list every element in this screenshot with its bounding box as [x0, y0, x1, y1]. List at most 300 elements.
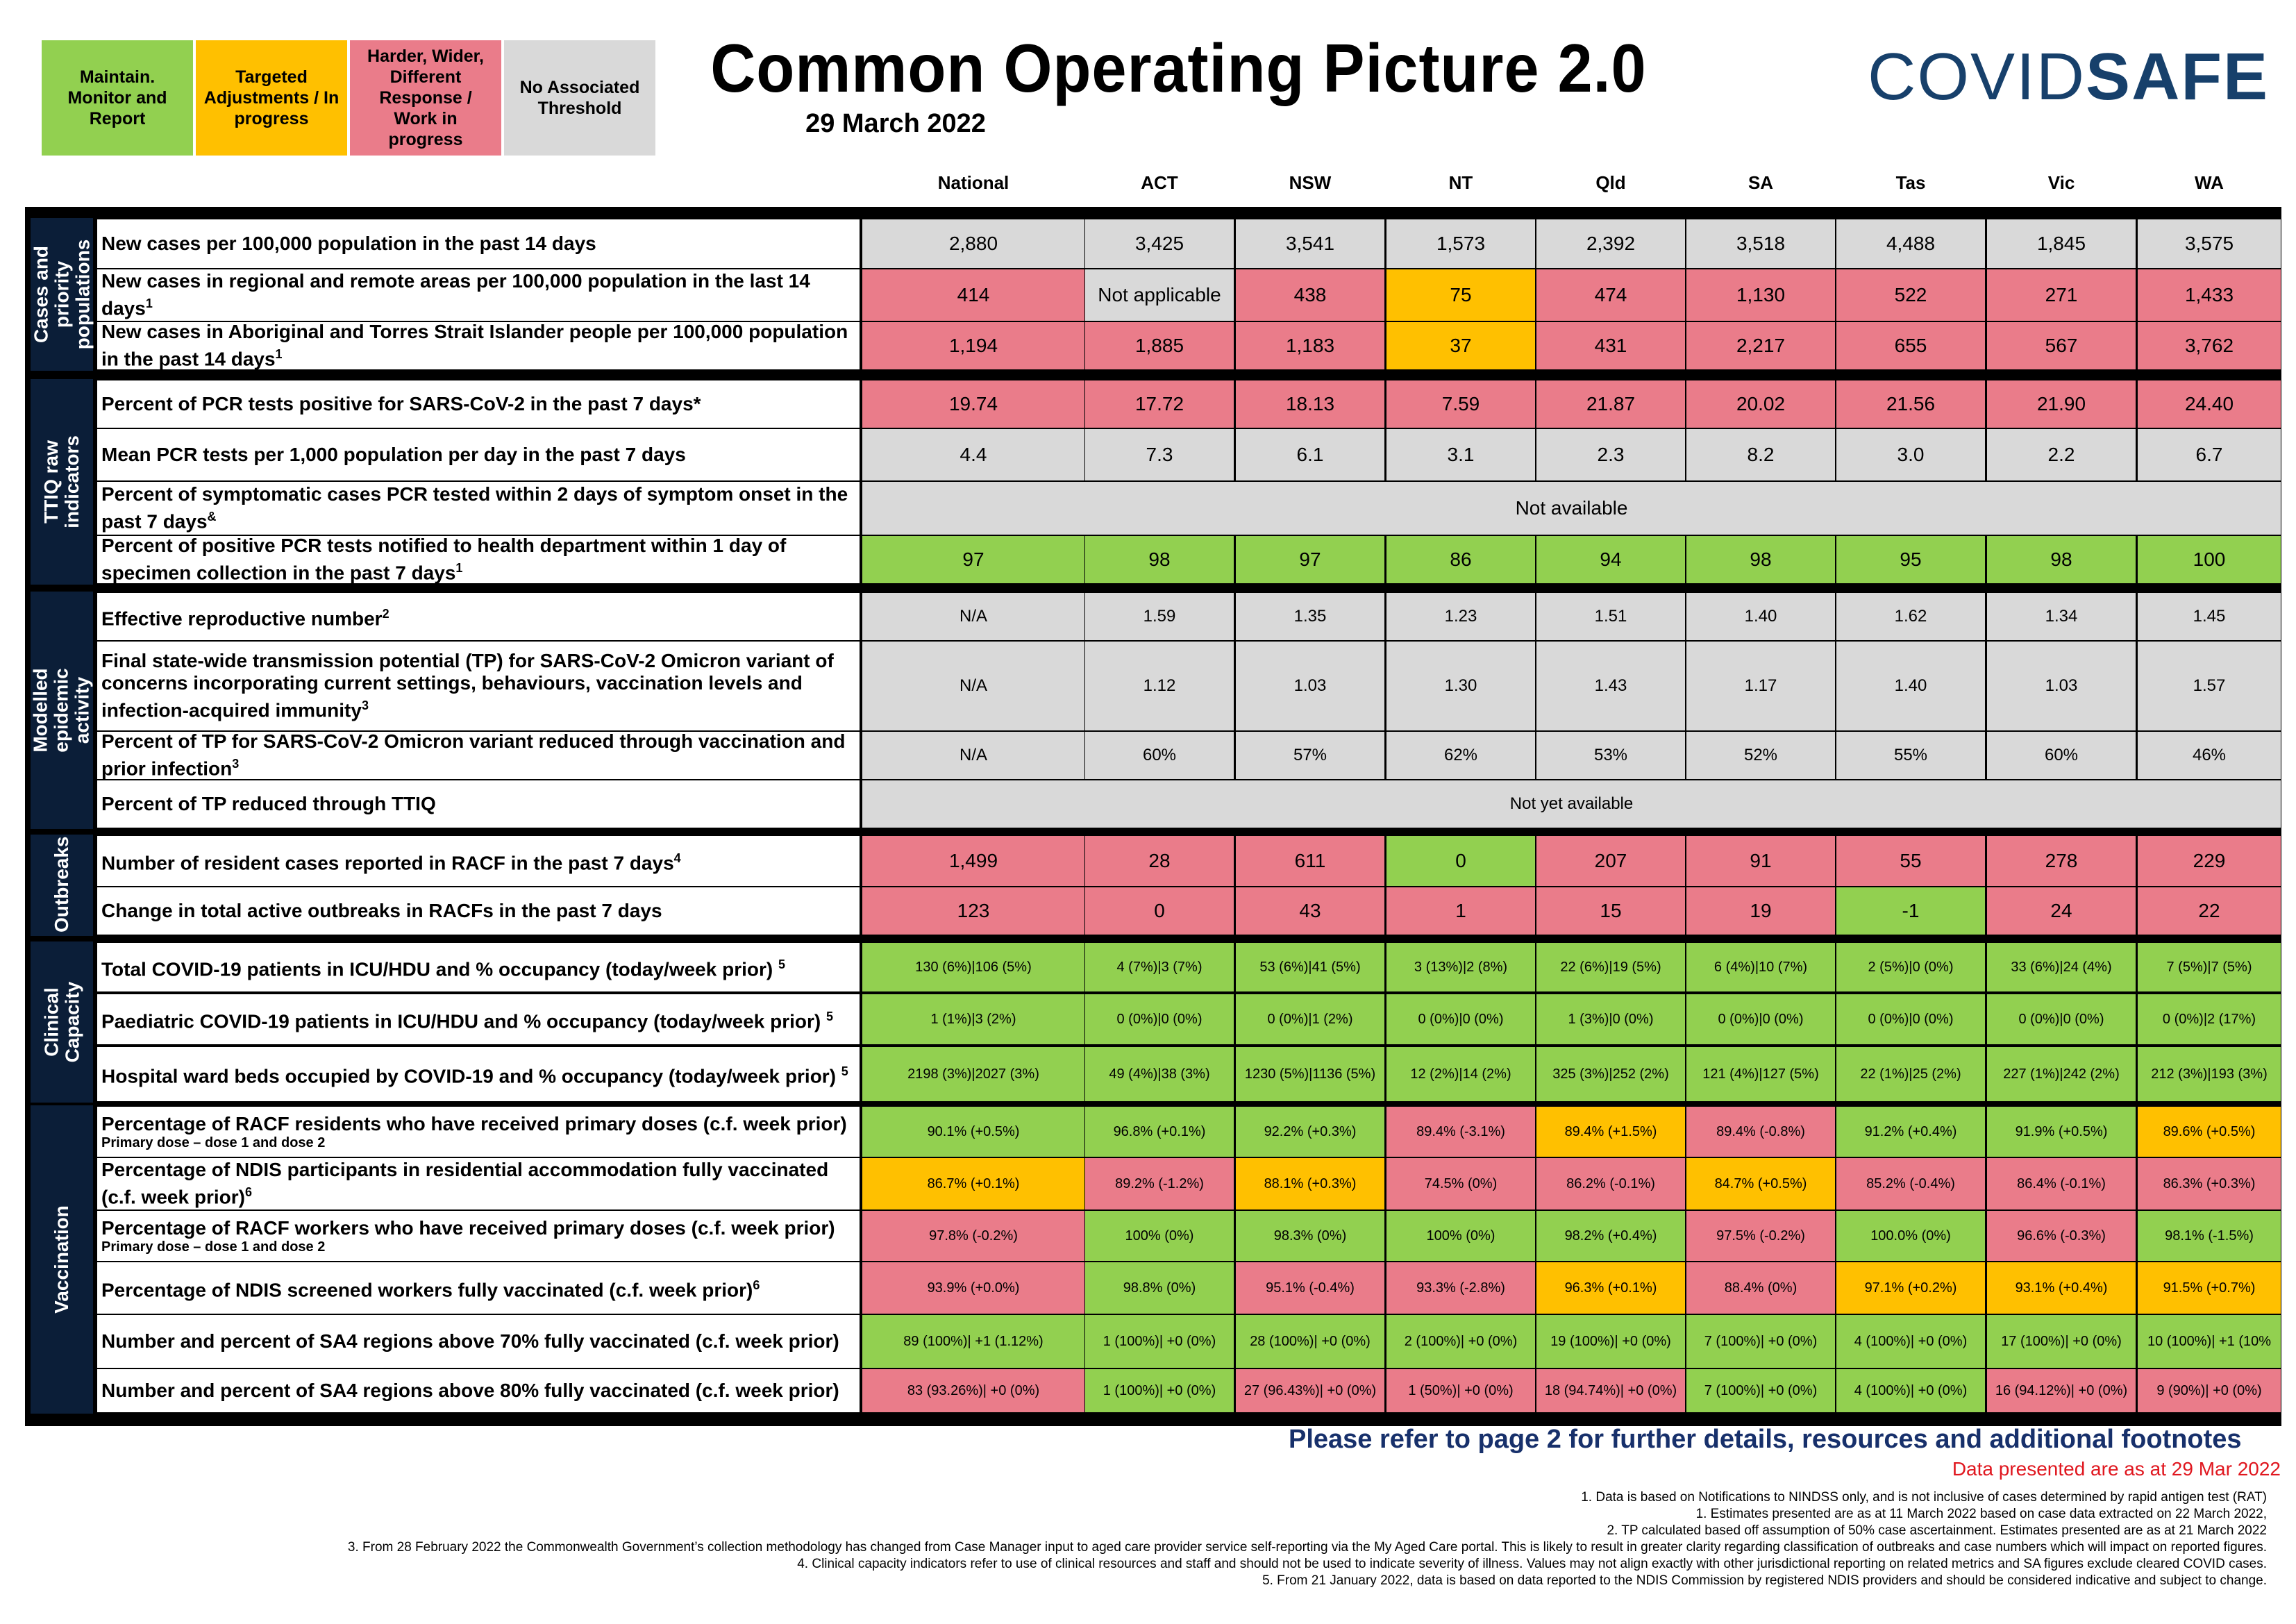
value-cell: 1.17: [1686, 642, 1835, 730]
row-label-text: Percent of symptomatic cases PCR tested within 2 days of symptom onset in the past 7 days: [101, 483, 848, 533]
row-label-content: [101, 793, 436, 815]
value-cell: 7.59: [1386, 380, 1535, 428]
value-cell: 93.9% (+0.0%): [862, 1262, 1084, 1314]
value-cell: 0 (0%)|0 (0%): [1987, 994, 2136, 1044]
value-cell: 49 (4%)|38 (3%): [1085, 1047, 1234, 1101]
row-label: [97, 1262, 860, 1314]
section-name: Cases and priority populations: [30, 239, 94, 350]
value-cell: 3.1: [1386, 429, 1535, 480]
value-cell: 95: [1836, 536, 1985, 583]
value-cell: Not applicable: [1085, 269, 1234, 321]
value-cell: 88.4% (0%): [1686, 1262, 1835, 1314]
row-label-content: [101, 1380, 839, 1402]
value-cell: 1.45: [2138, 593, 2281, 640]
value-cell: 37: [1386, 322, 1535, 369]
value-cell: Not available: [862, 482, 2281, 535]
section-label: [31, 835, 93, 936]
column-header: National: [937, 172, 1009, 193]
value-cell: 2,217: [1686, 322, 1835, 369]
value-cell: 1.35: [1236, 593, 1384, 640]
value-cell: 0 (0%)|0 (0%): [1085, 994, 1234, 1044]
value-cell: 98.1% (-1.5%): [2138, 1211, 2281, 1261]
value-cell: 55: [1836, 836, 1985, 886]
report-date: 29 March 2022: [805, 109, 986, 138]
value-cell: 1,433: [2138, 269, 2281, 321]
value-cell: 22 (6%)|19 (5%): [1536, 943, 1685, 991]
row-label-text: Percentage of RACF residents who have received primary doses (c.f. week prior): [101, 1113, 847, 1135]
row-label-content: [101, 233, 596, 255]
value-cell: 100% (0%): [1386, 1211, 1535, 1261]
column-header: SA: [1748, 172, 1774, 193]
row-label: [97, 593, 860, 640]
row-label: [97, 994, 860, 1044]
row-label-content: [101, 603, 389, 630]
row-sublabel: Primary dose – dose 1 and dose 2: [101, 1239, 326, 1255]
legend-item: Maintain. Monitor and Report: [42, 40, 193, 156]
section-name: Outbreaks: [51, 836, 72, 932]
value-cell: 52%: [1686, 732, 1835, 779]
footnote-marker: 5: [778, 957, 785, 972]
row-label: [97, 380, 860, 428]
value-cell: 33 (6%)|24 (4%): [1987, 943, 2136, 991]
value-cell: 96.8% (+0.1%): [1085, 1107, 1234, 1157]
value-cell: 83 (93.26%)| +0 (0%): [862, 1369, 1084, 1412]
value-cell: 1 (3%)|0 (0%): [1536, 994, 1685, 1044]
row-label: [97, 1107, 860, 1157]
row-label-content: [101, 270, 860, 319]
row-label: [97, 322, 860, 369]
row-label-text: Hospital ward beds occupied by COVID-19 and % occupancy (today/week prior): [101, 1065, 841, 1087]
legend: [42, 40, 658, 156]
row-label-content: [101, 444, 686, 466]
column-header: WA: [2195, 172, 2224, 193]
row-label-content: [101, 1330, 839, 1353]
value-cell: 85.2% (-0.4%): [1836, 1158, 1985, 1209]
value-cell: 0 (0%)|0 (0%): [1686, 994, 1835, 1044]
value-cell: 24: [1987, 887, 2136, 935]
value-cell: 611: [1236, 836, 1384, 886]
value-cell: 1.57: [2138, 642, 2281, 730]
value-cell: 60%: [1987, 732, 2136, 779]
value-cell: 46%: [2138, 732, 2281, 779]
value-cell: 16 (94.12%)| +0 (0%): [1987, 1369, 2136, 1412]
row-label-content: [101, 1217, 835, 1255]
logo-part2: SAFE: [2086, 40, 2270, 114]
value-cell: 414: [862, 269, 1084, 321]
section-name: Vaccination: [51, 1205, 72, 1314]
value-cell: 7 (100%)| +0 (0%): [1686, 1315, 1835, 1368]
value-cell: 89.2% (-1.2%): [1085, 1158, 1234, 1209]
value-cell: 84.7% (+0.5%): [1686, 1158, 1835, 1209]
value-cell: 1.59: [1085, 593, 1234, 640]
value-cell: 2 (100%)| +0 (0%): [1386, 1315, 1535, 1368]
value-cell: 97.5% (-0.2%): [1686, 1211, 1835, 1261]
row-label-text: Percentage of NDIS participants in residential accommodation fully vaccinated (c.f. week prior): [101, 1159, 829, 1208]
row-label-content: [101, 1005, 833, 1032]
row-label-text: New cases in regional and remote areas per 100,000 population in the last 14 days: [101, 270, 810, 319]
value-cell: 3 (13%)|2 (8%): [1386, 943, 1535, 991]
value-cell: 6.7: [2138, 429, 2281, 480]
value-cell: 98: [1085, 536, 1234, 583]
value-cell: 438: [1236, 269, 1384, 321]
value-cell: 95.1% (-0.4%): [1236, 1262, 1384, 1314]
row-label-content: [101, 321, 860, 370]
value-cell: 28 (100%)| +0 (0%): [1236, 1315, 1384, 1368]
value-cell: 97: [1236, 536, 1384, 583]
value-cell: 522: [1836, 269, 1985, 321]
value-cell: 0 (0%)|2 (17%): [2138, 994, 2281, 1044]
row-label-text: Paediatric COVID-19 patients in ICU/HDU and % occupancy (today/week prior): [101, 1010, 827, 1032]
value-cell: 1,573: [1386, 219, 1535, 268]
footnote-marker: 3: [232, 757, 240, 771]
value-cell: 60%: [1085, 732, 1234, 779]
value-cell: 1 (100%)| +0 (0%): [1085, 1369, 1234, 1412]
value-cell: 207: [1536, 836, 1685, 886]
value-cell: 1 (50%)| +0 (0%): [1386, 1369, 1535, 1412]
row-label-text: Percent of PCR tests positive for SARS-CoV-2 in the past 7 days*: [101, 393, 701, 415]
footnote: 1. Estimates presented are as at 11 March 2022 based on case data extracted on 22 March 2022,: [1695, 1507, 2267, 1521]
row-label-text: Percentage of RACF workers who have received primary doses (c.f. week prior): [101, 1217, 835, 1239]
row-label-text: New cases in Aboriginal and Torres Strait Islander people per 100,000 population in the past 14 days: [101, 321, 848, 370]
legend-item: Harder, Wider, Different Response / Work in progress: [350, 40, 501, 156]
footnote: 2. TP calculated based off assumption of 50% case ascertainment. Estimates presented are as at 21 March 2022: [1607, 1523, 2267, 1538]
value-cell: 100: [2138, 536, 2281, 583]
footnote-marker: 1: [455, 561, 463, 576]
value-cell: 1.51: [1536, 593, 1685, 640]
value-cell: N/A: [862, 593, 1084, 640]
value-cell: 1,845: [1987, 219, 2136, 268]
row-label: [97, 943, 860, 991]
value-cell: 89.4% (-0.8%): [1686, 1107, 1835, 1157]
value-cell: N/A: [862, 732, 1084, 779]
value-cell: 93.3% (-2.8%): [1386, 1262, 1535, 1314]
row-label: [97, 642, 860, 730]
value-cell: 8.2: [1686, 429, 1835, 480]
value-cell: 1.03: [1987, 642, 2136, 730]
value-cell: 57%: [1236, 732, 1384, 779]
value-cell: 0 (0%)|0 (0%): [1836, 994, 1985, 1044]
value-cell: 93.1% (+0.4%): [1987, 1262, 2136, 1314]
value-cell: 97.1% (+0.2%): [1836, 1262, 1985, 1314]
data-as-at: Data presented are as at 29 Mar 2022: [1952, 1458, 2281, 1480]
row-label-content: [101, 1274, 760, 1301]
footnote: 1. Data is based on Notifications to NINDSS only, and is not inclusive of cases determined by rapid antigen test (RAT): [1581, 1490, 2267, 1505]
value-cell: 89.4% (-3.1%): [1386, 1107, 1535, 1157]
row-label: [97, 732, 860, 779]
value-cell: 94: [1536, 536, 1685, 583]
value-cell: 89.6% (+0.5%): [2138, 1107, 2281, 1157]
section-label: [31, 379, 93, 585]
row-label-text: Number and percent of SA4 regions above 70% fully vaccinated (c.f. week prior): [101, 1330, 839, 1352]
value-cell: 86.7% (+0.1%): [862, 1158, 1084, 1209]
row-label-content: [101, 900, 662, 922]
value-cell: 89.4% (+1.5%): [1536, 1107, 1685, 1157]
row-label: [97, 219, 860, 268]
value-cell: 1,194: [862, 322, 1084, 369]
value-cell: 7.3: [1085, 429, 1234, 480]
value-cell: 3,762: [2138, 322, 2281, 369]
footnote: 3. From 28 February 2022 the Commonwealth Government’s collection methodology has changed from Case Manager input to aged care provider service self-reporting via the My Aged Care portal. This is likely to result in greater clarity regarding classification of outbreaks and case numbers which will impact on reported figures.: [347, 1540, 2267, 1555]
row-label: [97, 536, 860, 583]
value-cell: 2.2: [1987, 429, 2136, 480]
value-cell: 75: [1386, 269, 1535, 321]
footnote-marker: 3: [361, 698, 369, 713]
value-cell: 1,183: [1236, 322, 1384, 369]
value-cell: 4,488: [1836, 219, 1985, 268]
value-cell: 1,499: [862, 836, 1084, 886]
row-label-text: Number and percent of SA4 regions above 80% fully vaccinated (c.f. week prior): [101, 1380, 839, 1401]
value-cell: 3,518: [1686, 219, 1835, 268]
value-cell: 212 (3%)|193 (3%): [2138, 1047, 2281, 1101]
value-cell: 229: [2138, 836, 2281, 886]
value-cell: 98: [1987, 536, 2136, 583]
row-label-content: [101, 847, 681, 874]
value-cell: 10 (100%)| +1 (10%: [2138, 1315, 2281, 1368]
row-sublabel: Primary dose – dose 1 and dose 2: [101, 1135, 326, 1150]
value-cell: 271: [1987, 269, 2136, 321]
value-cell: 130 (6%)|106 (5%): [862, 943, 1084, 991]
value-cell: 19.74: [862, 380, 1084, 428]
value-cell: 1.40: [1686, 593, 1835, 640]
value-cell: 97.8% (-0.2%): [862, 1211, 1084, 1261]
column-header: ACT: [1141, 172, 1178, 193]
value-cell: 88.1% (+0.3%): [1236, 1158, 1384, 1209]
value-cell: 20.02: [1686, 380, 1835, 428]
value-cell: 7 (100%)| +0 (0%): [1686, 1369, 1835, 1412]
row-label-text: Number of resident cases reported in RACF in the past 7 days: [101, 852, 674, 874]
value-cell: 12 (2%)|14 (2%): [1386, 1047, 1535, 1101]
value-cell: 92.2% (+0.3%): [1236, 1107, 1384, 1157]
column-header: Qld: [1595, 172, 1626, 193]
value-cell: 91.2% (+0.4%): [1836, 1107, 1985, 1157]
footnote-marker: 2: [382, 607, 389, 621]
value-cell: 325 (3%)|252 (2%): [1536, 1047, 1685, 1101]
value-cell: 96.3% (+0.1%): [1536, 1262, 1685, 1314]
value-cell: 74.5% (0%): [1386, 1158, 1535, 1209]
value-cell: 86: [1386, 536, 1535, 583]
section-name: Clinical Capacity: [40, 981, 83, 1063]
value-cell: 19 (100%)| +0 (0%): [1536, 1315, 1685, 1368]
footnote-marker: 5: [826, 1010, 834, 1024]
section-name: Modelled epidemic activity: [30, 668, 93, 753]
value-cell: 6.1: [1236, 429, 1384, 480]
value-cell: 1.03: [1236, 642, 1384, 730]
footnote-marker: 6: [753, 1278, 760, 1293]
row-label: [97, 1315, 860, 1368]
section-name: TTIQ raw indicators: [40, 435, 83, 528]
footnote-marker: &: [207, 510, 217, 524]
value-cell: 2.3: [1536, 429, 1685, 480]
column-header: NSW: [1289, 172, 1332, 193]
row-label-content: [101, 1060, 848, 1087]
footnote: 5. From 21 January 2022, data is based on data reported to the NDIS Commission by registered NDIS providers and should be considered indicative and subject to change.: [1262, 1573, 2267, 1588]
row-label: [97, 836, 860, 886]
value-cell: 1.43: [1536, 642, 1685, 730]
value-cell: 1,130: [1686, 269, 1835, 321]
value-cell: 17.72: [1085, 380, 1234, 428]
value-cell: 7 (5%)|7 (5%): [2138, 943, 2281, 991]
row-label-content: [101, 953, 785, 980]
value-cell: 1.40: [1836, 642, 1985, 730]
row-label-text: Percent of TP for SARS-CoV-2 Omicron variant reduced through vaccination and prior infection: [101, 730, 846, 780]
value-cell: 100% (0%): [1085, 1211, 1234, 1261]
value-cell: 431: [1536, 322, 1685, 369]
row-label-content: [101, 393, 701, 415]
value-cell: 1.30: [1386, 642, 1535, 730]
row-label: [97, 429, 860, 480]
value-cell: 1: [1386, 887, 1535, 935]
value-cell: 17 (100%)| +0 (0%): [1987, 1315, 2136, 1368]
row-label: [97, 887, 860, 935]
footnote-marker: 1: [145, 296, 153, 311]
value-cell: 27 (96.43%)| +0 (0%): [1236, 1369, 1384, 1412]
value-cell: 98.8% (0%): [1085, 1262, 1234, 1314]
column-header: Tas: [1895, 172, 1926, 193]
value-cell: 21.87: [1536, 380, 1685, 428]
value-cell: 21.90: [1987, 380, 2136, 428]
footnote-marker: 4: [673, 851, 681, 866]
value-cell: 100.0% (0%): [1836, 1211, 1985, 1261]
value-cell: 24.40: [2138, 380, 2281, 428]
value-cell: 567: [1987, 322, 2136, 369]
value-cell: -1: [1836, 887, 1985, 935]
value-cell: 3.0: [1836, 429, 1985, 480]
row-label: [97, 1047, 860, 1101]
value-cell: 1 (1%)|3 (2%): [862, 994, 1084, 1044]
value-cell: 0 (0%)|1 (2%): [1236, 994, 1384, 1044]
value-cell: 18 (94.74%)| +0 (0%): [1536, 1369, 1685, 1412]
value-cell: 53 (6%)|41 (5%): [1236, 943, 1384, 991]
value-cell: 227 (1%)|242 (2%): [1987, 1047, 2136, 1101]
section-label: [31, 941, 93, 1103]
value-cell: 86.4% (-0.1%): [1987, 1158, 2136, 1209]
value-cell: 121 (4%)|127 (5%): [1686, 1047, 1835, 1101]
value-cell: 1.23: [1386, 593, 1535, 640]
value-cell: 123: [862, 887, 1084, 935]
row-label-content: [101, 650, 860, 721]
value-cell: 2 (5%)|0 (0%): [1836, 943, 1985, 991]
value-cell: 4 (100%)| +0 (0%): [1836, 1369, 1985, 1412]
row-label: [97, 482, 860, 535]
row-label-text: New cases per 100,000 population in the past 14 days: [101, 233, 596, 254]
refer-note: Please refer to page 2 for further details, resources and additional footnotes: [1289, 1425, 2242, 1454]
section-label: [31, 1105, 93, 1414]
row-label-content: [101, 1113, 847, 1150]
section-label: [31, 218, 93, 371]
value-cell: 1 (100%)| +0 (0%): [1085, 1315, 1234, 1368]
value-cell: 1.12: [1085, 642, 1234, 730]
value-cell: 1.34: [1987, 593, 2136, 640]
value-cell: 86.3% (+0.3%): [2138, 1158, 2281, 1209]
row-label: [97, 1158, 860, 1209]
value-cell: 1,885: [1085, 322, 1234, 369]
value-cell: 0: [1386, 836, 1535, 886]
value-cell: 22 (1%)|25 (2%): [1836, 1047, 1985, 1101]
row-label-text: Percent of TP reduced through TTIQ: [101, 793, 436, 814]
footnote-marker: 1: [275, 347, 283, 362]
column-header: Vic: [2047, 172, 2075, 193]
row-label-text: Final state-wide transmission potential (TP) for SARS-CoV-2 Omicron variant of concerns incorporating current settings, behaviours, vaccination levels and infection-acquired immunity: [101, 650, 834, 721]
value-cell: 97: [862, 536, 1084, 583]
value-cell: 91.9% (+0.5%): [1987, 1107, 2136, 1157]
value-cell: 89 (100%)| +1 (1.12%): [862, 1315, 1084, 1368]
row-label-text: Percent of positive PCR tests notified to health department within 1 day of specimen collection in the past 7 days: [101, 535, 787, 584]
logo-part1: COVID: [1868, 40, 2086, 114]
section-label: [31, 592, 93, 829]
row-label-content: [101, 535, 860, 584]
row-label: [97, 780, 860, 828]
value-cell: 2,392: [1536, 219, 1685, 268]
value-cell: 2,880: [862, 219, 1084, 268]
value-cell: 98.3% (0%): [1236, 1211, 1384, 1261]
value-cell: 4 (100%)| +0 (0%): [1836, 1315, 1985, 1368]
indicator-table: [25, 207, 2281, 1426]
row-label-content: [101, 730, 860, 780]
row-label: [97, 269, 860, 321]
row-label-content: [101, 483, 860, 533]
value-cell: 43: [1236, 887, 1384, 935]
value-cell: 19: [1686, 887, 1835, 935]
value-cell: 22: [2138, 887, 2281, 935]
value-cell: 96.6% (-0.3%): [1987, 1211, 2136, 1261]
value-cell: 278: [1987, 836, 2136, 886]
row-label-text: Mean PCR tests per 1,000 population per day in the past 7 days: [101, 444, 686, 465]
value-cell: 3,575: [2138, 219, 2281, 268]
row-label-text: Change in total active outbreaks in RACFs in the past 7 days: [101, 900, 662, 921]
page-title: Common Operating Picture 2.0: [710, 30, 1647, 106]
column-header: NT: [1448, 172, 1473, 193]
value-cell: 0 (0%)|0 (0%): [1386, 994, 1535, 1044]
value-cell: 655: [1836, 322, 1985, 369]
title-block: [694, 29, 1647, 139]
value-cell: 1.62: [1836, 593, 1985, 640]
row-label-text: Percentage of NDIS screened workers fully vaccinated (c.f. week prior): [101, 1279, 753, 1301]
value-cell: 98.2% (+0.4%): [1536, 1211, 1685, 1261]
footnote-marker: 5: [841, 1064, 848, 1079]
value-cell: 2198 (3%)|2027 (3%): [862, 1047, 1084, 1101]
row-label: [97, 1211, 860, 1261]
value-cell: 6 (4%)|10 (7%): [1686, 943, 1835, 991]
row-label-text: Total COVID-19 patients in ICU/HDU and % occupancy (today/week prior): [101, 958, 778, 980]
covidsafe-logo: [1868, 39, 2269, 115]
value-cell: 91.5% (+0.7%): [2138, 1262, 2281, 1314]
value-cell: 4 (7%)|3 (7%): [1085, 943, 1234, 991]
value-cell: 18.13: [1236, 380, 1384, 428]
value-cell: 62%: [1386, 732, 1535, 779]
value-cell: 90.1% (+0.5%): [862, 1107, 1084, 1157]
value-cell: 0: [1085, 887, 1234, 935]
legend-item: Targeted Adjustments / In progress: [196, 40, 347, 156]
value-cell: 3,425: [1085, 219, 1234, 268]
value-cell: 474: [1536, 269, 1685, 321]
footnote: 4. Clinical capacity indicators refer to use of clinical resources and staff and should not be used to indicate severity of illness. Values may not align exactly with other jurisdictional reporting on related metrics and SA figures exclude cleared COVID cases.: [797, 1557, 2267, 1571]
value-cell: 3,541: [1236, 219, 1384, 268]
value-cell: 4.4: [862, 429, 1084, 480]
value-cell: 21.56: [1836, 380, 1985, 428]
legend-item: No Associated Threshold: [504, 40, 655, 156]
value-cell: 9 (90%)| +0 (0%): [2138, 1369, 2281, 1412]
row-label-content: [101, 1159, 860, 1208]
value-cell: 28: [1085, 836, 1234, 886]
value-cell: 1230 (5%)|1136 (5%): [1236, 1047, 1384, 1101]
value-cell: 15: [1536, 887, 1685, 935]
value-cell: 55%: [1836, 732, 1985, 779]
row-label: [97, 1369, 860, 1412]
value-cell: N/A: [862, 642, 1084, 730]
value-cell: 91: [1686, 836, 1835, 886]
footnote-marker: 6: [244, 1185, 252, 1200]
value-cell: 98: [1686, 536, 1835, 583]
